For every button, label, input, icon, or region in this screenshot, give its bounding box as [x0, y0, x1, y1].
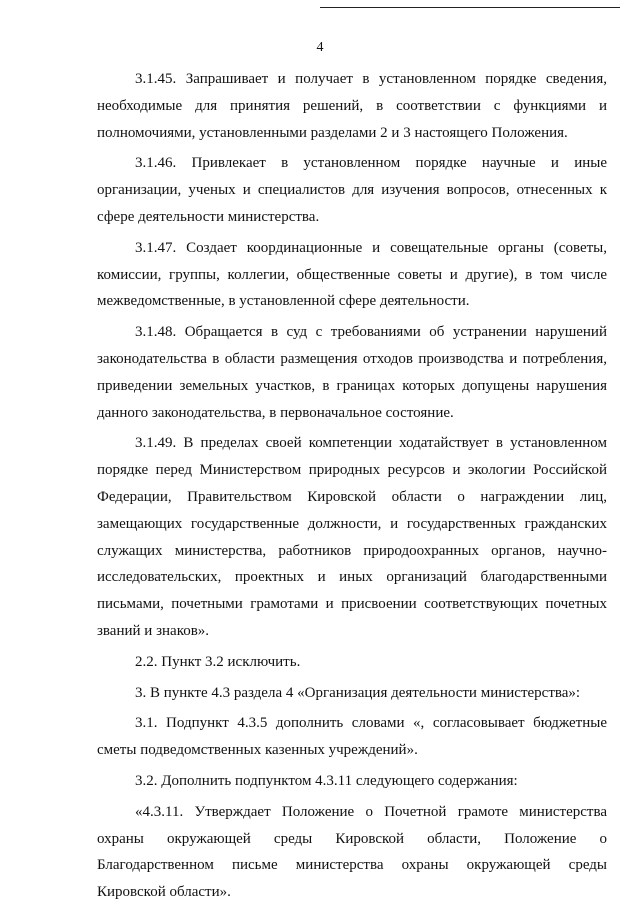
document-body	[97, 66, 607, 906]
top-rule	[320, 7, 620, 8]
paragraph-3-1-48: 3.1.48. Обращается в суд с требованиями об устранении нарушений законодательства в области размещения отходов производства и потребления, приведении земельных участков, в границах которых допущены нарушения данного законодательства, в первоначальное состояние.	[97, 324, 607, 421]
paragraph-3-1-46: 3.1.46. Привлекает в установленном порядке научные и иные организации, ученых и специалистов для изучения вопросов, отнесенных к сфере деятельности министерства.	[97, 155, 607, 225]
paragraph-3-1-45: 3.1.45. Запрашивает и получает в установленном порядке сведения, необходимые для принятия решений, в соответствии с функциями и полномочиями, установленными разделами 2 и 3 настоящего Положения.	[97, 71, 607, 141]
paragraph-3-1: 3.1. Подпункт 4.3.5 дополнить словами «, согласовывает бюджетные сметы подведомственных казенных учреждений».	[97, 715, 607, 759]
paragraph-2-2: 2.2. Пункт 3.2 исключить.	[135, 653, 301, 670]
paragraph-3-1-49: 3.1.49. В пределах своей компетенции ходатайствует в установленном порядке перед Министерством природных ресурсов и экологии Российской Федерации, Правительством Кировской области о награждении лиц, замещающих государственные должности, и государственных гражданских служащих министерства, работников природоохранных органов, научно-исследовательских, проектных и иных организаций благодарственными письмами, почетными грамотами и присвоении соответствующих почетных званий и знаков».	[97, 435, 607, 639]
page-number: 4	[316, 40, 324, 55]
paragraph-3-1-47: 3.1.47. Создает координационные и совещательные органы (советы, комиссии, группы, коллегии, общественные советы и другие), в том числе межведомственные, в установленной сфере деятельности.	[97, 239, 607, 310]
paragraph-3: 3. В пункте 4.3 раздела 4 «Организация деятельности министерства»:	[135, 684, 581, 701]
paragraph-3-2: 3.2. Дополнить подпунктом 4.3.11 следующего содержания:	[135, 772, 518, 789]
paragraph-4-3-11: «4.3.11. Утверждает Положение о Почетной грамоте министерства охраны окружающей среды Кировской области, Положение о Благодарственном письме министерства охраны окружающей среды Кировской области».	[97, 803, 607, 901]
